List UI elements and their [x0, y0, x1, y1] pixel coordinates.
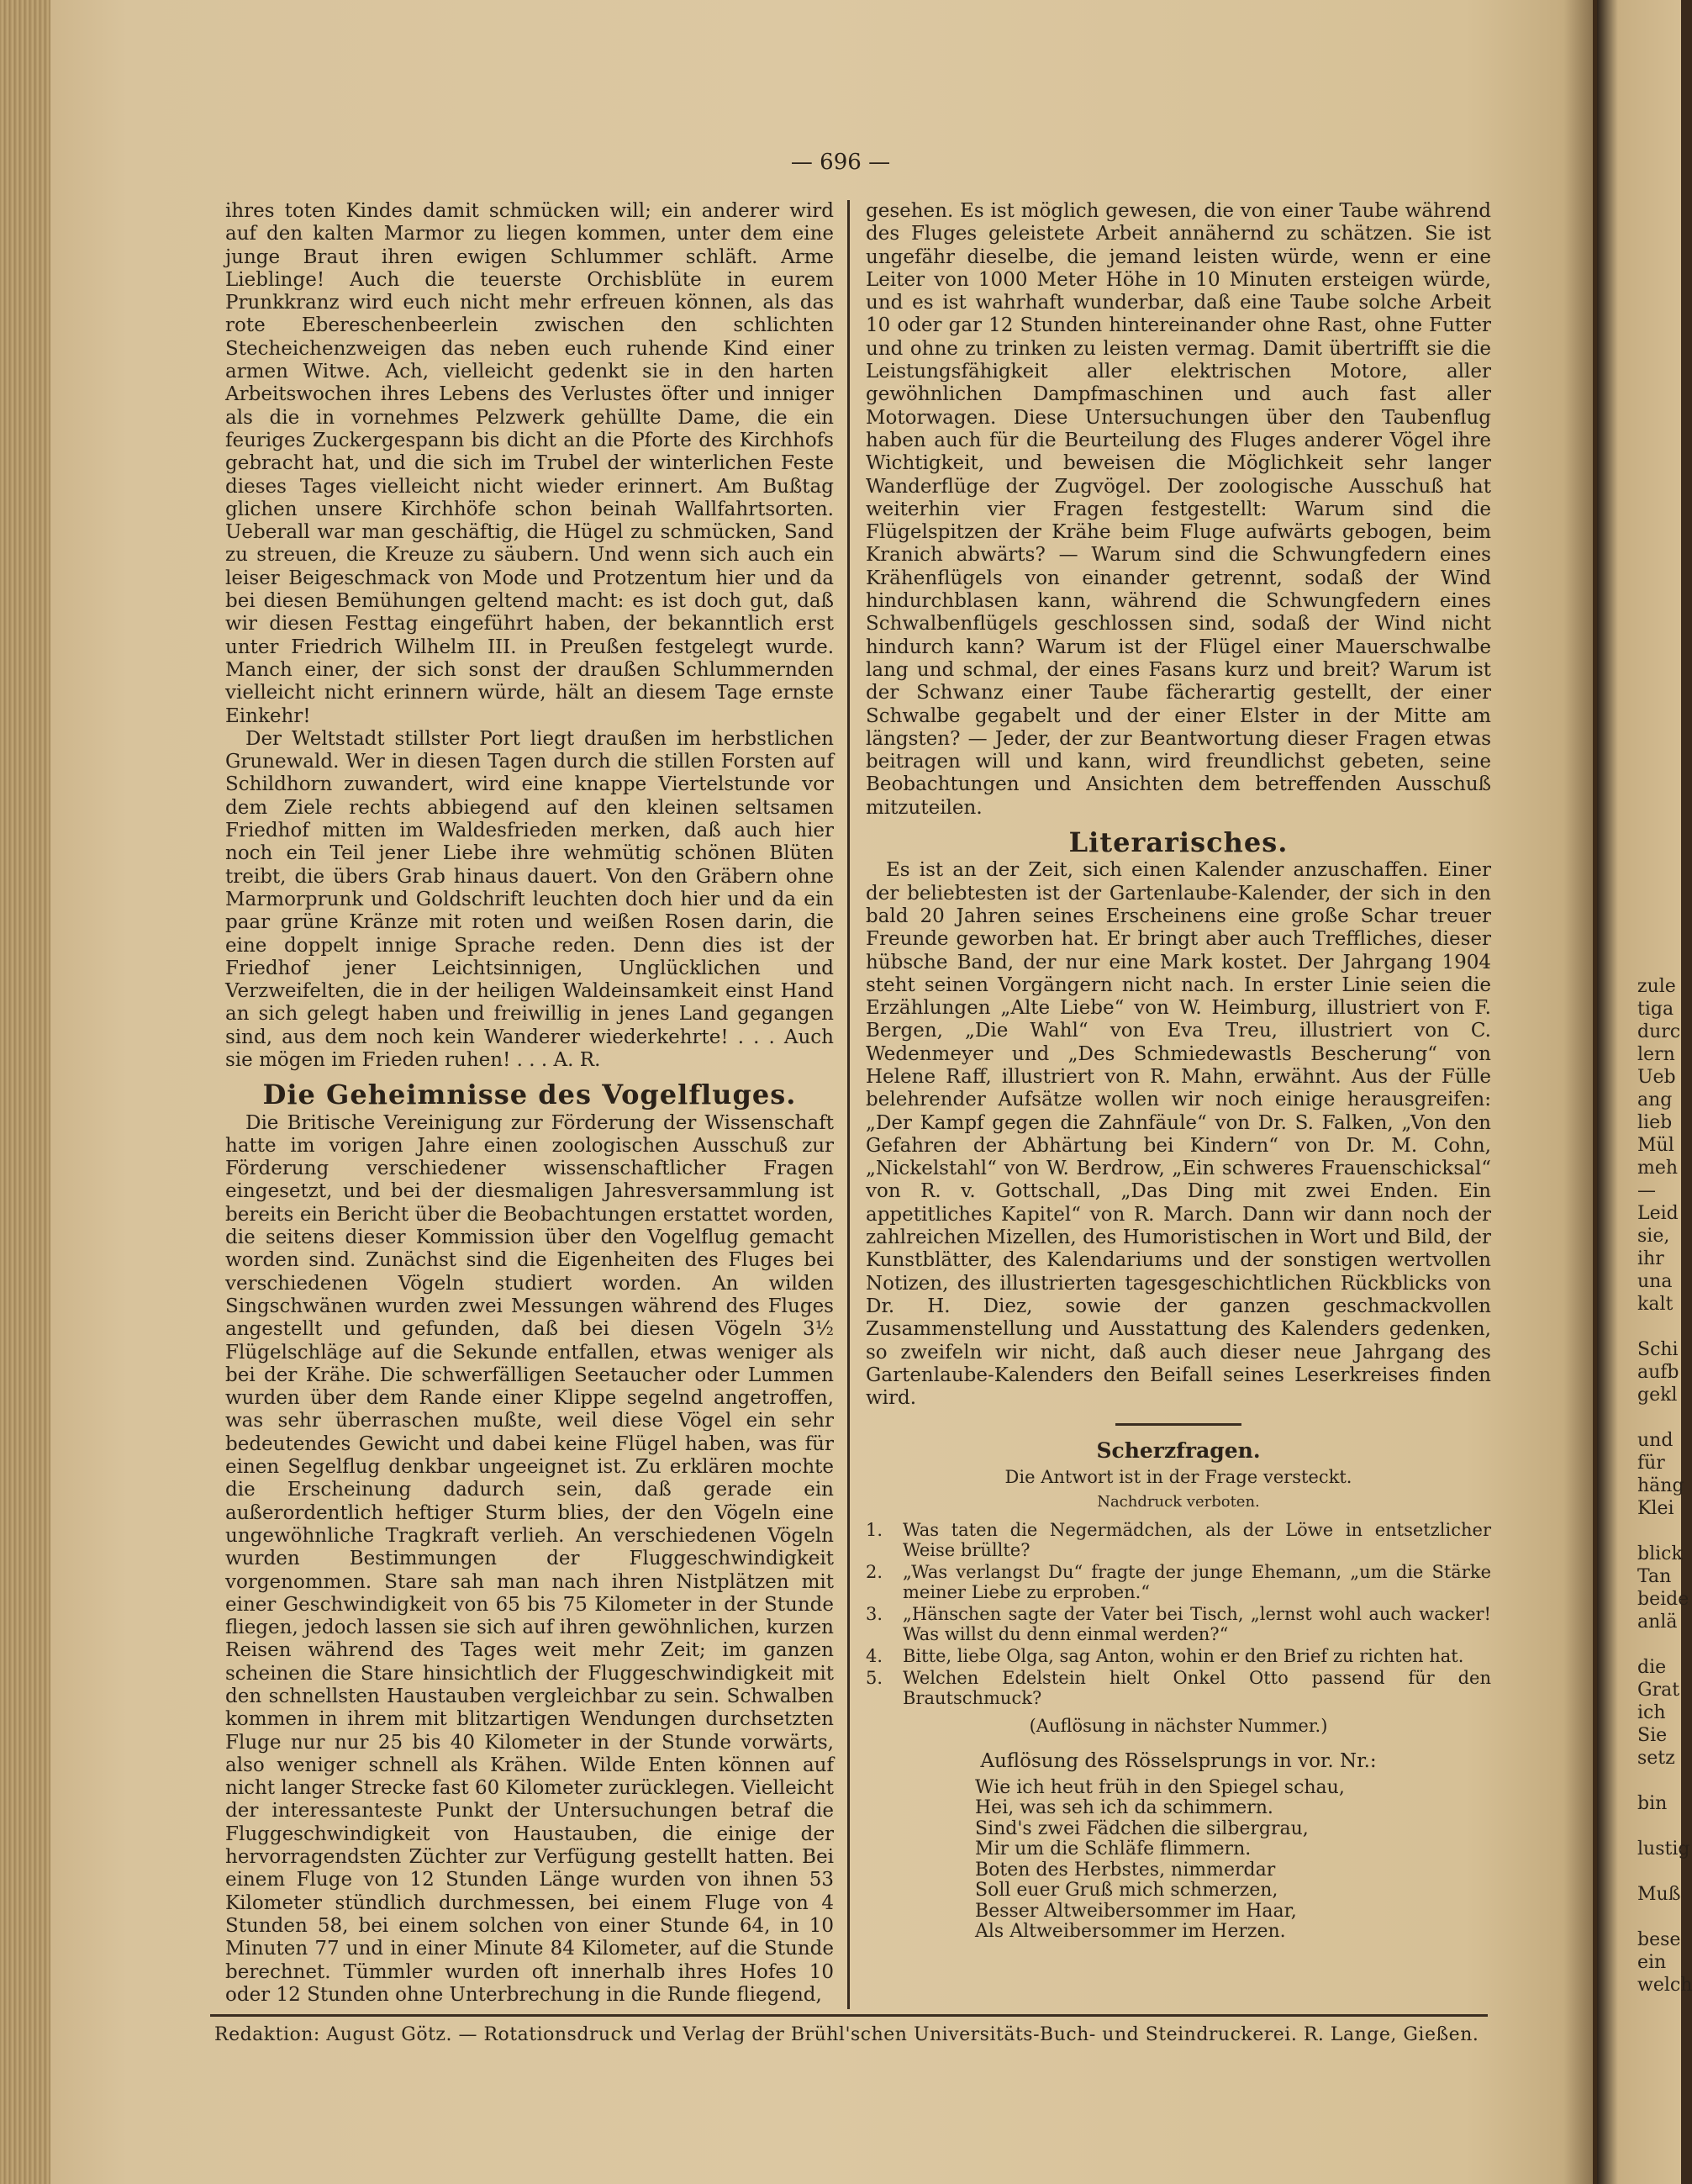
next-page-fragment: lieb [1637, 1112, 1673, 1133]
next-page-fragment: Leid [1637, 1203, 1679, 1224]
list-item: 4. Bitte, liebe Olga, sag Anton, wohin er den Brief zu richten hat. [866, 1646, 1464, 1667]
column-divider [847, 200, 850, 2009]
verse-line: Sind's zwei Fädchen die silbergrau, [975, 1817, 1309, 1839]
page-binding-edge [0, 0, 50, 2184]
next-page-fragment: Sie [1637, 1725, 1668, 1746]
next-page-fragment: und [1637, 1430, 1674, 1451]
article-paragraph: Die Britische Vereinigung zur Förderung der Wissenschaft hatte im vorigen Jahre einen zoologischen Ausschuß zur Förderung verschiedener wissenschaftlicher Fragen eingesetzt, und bei der diesmaligen Jahresversammlung ist bereits ein Bericht über die Beobachtungen erstattet worden, die seitens dieser Kommission über den Vogelflug gemacht worden sind. Zunächst sind die Eigenheiten des Fluges bei verschiedenen Vögeln studiert worden. An wilden Singschwänen wurden zwei Messungen während des Fluges angestellt und gefunden, daß bei diesen Vögeln 3½ Flügelschläge auf die Sekunde entfallen, etwas weniger als bei der Krähe. Die schwerfälligen Seetaucher oder Lummen wurden über dem Rande einer Klippe segelnd angetroffen, was sehr überraschen mußte, weil diese Vögel ein sehr bedeutendes Gewicht und dabei keine Flügel haben, was für einen Segelflug denkbar ungeeignet ist. Zu erklären mochte die Erscheinung dadurch sein, daß gerade ein außerordentlich heftiger Sturm blies, der den Vögeln eine ungewöhnliche Tragkraft verlieh. An verschiedenen Vögeln wurden Bestimmungen der Fluggeschwindigkeit vorgenommen. Stare sah man nach ihren Nistplätzen mit einer Geschwindigkeit von 65 bis 75 Kilometer in der Stunde fliegen, jedoch lassen sie sich auf ihren gewöhnlichen, kurzen Reisen während des Tages weit mehr Zeit; im ganzen scheinen die Stare hinsichtlich der Fluggeschwindigkeit mit den schnellsten Haustauben vergleichbar zu sein. Schwalben kommen in ihrem mit blitzartigen Wendungen durchsetzten Fluge nur nur 25 bis 40 Kilometer in der Stunde vorwärts, also weniger schnell als Krähen. Wilde Enten können auf nicht langer Strecke fast 60 Kilometer zurücklegen. Vielleicht der interessanteste Punkt der Untersuchungen betraf die Fluggeschwindigkeit von Haustauben, die einige der hervorragendsten Züchter zur Verfügung gestellt hatten. Bei einem Fluge von 12 Stunden Länge wurden von ihnen 53 Kilometer stündlich durchmessen, bei einem Fluge von 4 Stunden 58, bei einem solchen von einer Stunde 64, in 10 Minuten 77 und in einer Minute 84 Kilometer, auf die Stunde berechnet. Tümmler wurden oft innerhalb ihres Hofes 10 oder 12 Stunden ohne Unterbrechung in die Runde fliegend, [225, 1111, 834, 2006]
next-page-fragment: ihr [1637, 1248, 1664, 1269]
next-page-fragment: Grat [1637, 1680, 1680, 1701]
literary-paragraph: Es ist an der Zeit, sich einen Kalender anzuschaffen. Einer der beliebtesten ist der Gartenlaube-Kalender, der sich in den bald 20 Jahren seines Erscheinens eine große Schar treuer Freunde geworben hat. Er bringt aber auch Treffliches, dieser hübsche Band, der nur eine Mark kostet. Der Jahrgang 1904 steht seinen Vorgängern nicht nach. In erster Linie seien die Erzählungen „Alte Liebe“ von W. Heimburg, illustriert von F. Bergen, „Die Wahl“ von Eva Treu, illustriert von C. Wedenmeyer und „Des Schmiedewastls Bescherung“ von Helene Raff, illustriert von R. Mahn, erwähnt. Aus der Fülle belehrender Aufsätze wollen wir noch einige herausgreifen: „Der Kampf gegen die Zahnfäule“ von Dr. S. Falken, „Von den Gefahren der Abhärtung bei Kindern“ von Dr. M. Cohn, „Nickelstahl“ von W. Berdrow, „Ein schweres Frauenschicksal“ von R. v. Gottschall, „Das Ding mit zwei Enden. Ein appetitliches Kapitel“ von R. March. Dann wir dann noch der zahlreichen Mizellen, des Humoristischen in Wort und Bild, der Kunstblätter, des Kalendariums und der sonstigen wertvollen Notizen, des illustrierten tagesgeschichtlichen Rückblicks von Dr. H. Diez, sowie der ganzen geschmackvollen Zusammenstellung und Ausstattung des Kalenders gedenken, so zweifeln wir nicht, daß auch dieser neue Jahrgang des Gartenlaube-Kalenders den Beifall seines Leserkreises finden wird. [866, 859, 1491, 1410]
next-page-fragment [1637, 1815, 1688, 1838]
next-page-fragment: bese [1637, 1929, 1681, 1950]
next-page-fragment: — [1637, 1180, 1656, 1201]
next-page-fragment: Muß [1637, 1884, 1681, 1905]
next-page-fragment: für [1637, 1453, 1665, 1474]
article-paragraph: Der Weltstadt stillster Port liegt draußen im herbstlichen Grunewald. Wer in diesen Tagen durch die stillen Forsten auf Schildhorn zuwandert, wird eine knappe Viertelstunde vor dem Ziele rechts abbiegend auf den kleinen seltsamen Friedhof mitten im Waldesfrieden merken, daß auch hier noch ein Teil jener Liebe ihre wehmütig schönen Blüten treibt, die übers Grab hinaus dauert. Von den Gräbern ohne Marmorprunk und Goldschrift leuchten doch hier und da ein paar grüne Kränze mit roten und weißen Rosen darin, die eine doppelt innige Sprache reden. Denn dies ist der Friedhof jener Leichtsinnigen, Unglücklichen und Verzweifelten, die in der heiligen Waldeinsamkeit einst Hand an sich gelegt haben und freiwillig in jenes Land gegangen sind, aus dem noch kein Wanderer wiederkehrte! . . . Auch sie mögen im Frieden ruhen! . . . A. R. [225, 727, 834, 1071]
next-page-fragment: tiga [1637, 999, 1674, 1020]
next-page-fragment: blick [1637, 1543, 1683, 1564]
next-page-fragment: aufb [1637, 1362, 1679, 1383]
list-item: 2. „Was verlangst Du“ fragte der junge Ehemann, „um die Stärke meiner Liebe zu erproben.“ [866, 1562, 1491, 1603]
reprint-note: Nachdruck verboten. [1097, 1493, 1260, 1511]
left-column [225, 200, 834, 2009]
verse-line: Wie ich heut früh in den Spiegel schau, [975, 1776, 1345, 1798]
next-page-fragment: häng [1637, 1475, 1684, 1496]
next-page-fragment: ich [1637, 1702, 1666, 1723]
next-page-fragment: meh [1637, 1158, 1679, 1179]
riddles-heading: Scherzfragen. [1096, 1438, 1261, 1464]
next-page-fragment [1637, 1316, 1688, 1338]
next-page-fragment: Ueb [1637, 1067, 1676, 1088]
list-item: 3. „Hänschen sagte der Vater bei Tisch, „lernst wohl auch wacker! Was willst du denn einmal werden?“ [866, 1604, 1491, 1645]
article-continuation-paragraph: ihres toten Kindes damit schmücken will; ein anderer wird auf den kalten Marmor zu liegen kommen, unter dem eine junge Braut ihren ewigen Schlummer schläft. Arme Lieblinge! Auch die teuerste Orchisblüte in eurem Prunkkranz wird euch nicht mehr erfreuen können, als das rote Ebereschenbeerlein zwischen den schlichten Stecheichenzweigen das neben euch ruhende Kind einer armen Witwe. Ach, vielleicht gedenkt sie in den harten Arbeitswochen ihres Lebens des Verlustes öfter und inniger als die in vornehmes Pelzwerk gehüllte Dame, die ein feuriges Zuckergespann bis dicht an die Pforte des Kirchhofs gebracht hat, und die sich im Trubel der winterlichen Feste dieses Tages vielleicht nicht wieder erinnert. Am Bußtag glichen unsere Kirchhöfe schon beinah Wallfahrtsorten. Ueberall war man geschäftig, die Hügel zu schmücken, Sand zu streuen, die Kreuze zu säubern. Und wenn sich auch ein leiser Beigeschmack von Mode und Protzentum hier und da bei diesen Bemühungen geltend macht: es ist doch gut, daß wir diesen Festtag eingeführt haben, der bekanntlich erst unter Friedrich Wilhelm III. in Preußen festgelegt wurde. Manch einer, der sich sonst der draußen Schlummernden vielleicht nicht erinnern würde, hält an diesem Tage ernste Einkehr! [225, 200, 834, 727]
verse-line: Mir um die Schläfe flimmern. [975, 1838, 1252, 1860]
next-page-fragment: Schi [1637, 1339, 1679, 1360]
solution-next-issue-note: (Auflösung in nächster Nummer.) [1029, 1716, 1328, 1737]
next-page-fragment [1637, 1906, 1688, 1928]
riddle-list [866, 1520, 1491, 1708]
next-page-fragment [1637, 1633, 1688, 1656]
next-page-text-fragments [1637, 975, 1692, 1997]
section-heading-literarisches: Literarisches. [1068, 826, 1289, 859]
next-page-fragment: durc [1637, 1021, 1681, 1042]
section-divider [1115, 1423, 1241, 1426]
verse-line: Hei, was seh ich da schimmern. [975, 1797, 1273, 1819]
list-item: 5. Welchen Edelstein hielt Onkel Otto passend für den Brautschmuck? [866, 1668, 1491, 1709]
right-column [866, 200, 1491, 2009]
footer-rule [210, 2014, 1488, 2017]
next-page-fragment: Tan [1637, 1566, 1672, 1587]
next-page-fragment: setz [1637, 1748, 1675, 1769]
next-page-fragment [1637, 1520, 1688, 1543]
article-continuation-paragraph: gesehen. Es ist möglich gewesen, die von einer Taube während des Fluges geleistete Arbeit annähernd zu schätzen. Sie ist ungefähr dieselbe, die jemand leisten würde, wenn er eine Leiter von 1000 Meter Höhe in 10 Minuten ersteigen würde, und es ist wahrhaft wunderbar, daß eine Taube solche Arbeit 10 oder gar 12 Stunden hintereinander ohne Rast, ohne Futter und ohne zu trinken zu leisten vermag. Damit übertrifft sie die Leistungsfähigkeit aller elektrischen Motore, aller gewöhnlichen Dampfmaschinen und auch fast aller Motorwagen. Diese Untersuchungen über den Taubenflug haben auch für die Beurteilung des Fluges anderer Vögel ihre Wichtigkeit, und beweisen die Möglichkeit sehr langer Wanderflüge der Zugvögel. Der zoologische Ausschuß hat weiterhin vier Fragen festgestellt: Warum sind die Flügelspitzen der Krähe beim Fluge aufwärts gebogen, beim Kranich abwärts? — Warum sind die Schwungfedern eines Krähenflügels von einander getrennt, sodaß der Wind hindurchblasen kann, während die Schwungfedern eines Schwalbenflügels geschlossen sind, sodaß der Wind nicht hindurch kann? Warum ist der Flügel einer Mauerschwalbe lang und schmal, der eines Fasans kurz und breit? Warum ist der Schwanz einer Taube fächerartig gestellt, der einer Schwalbe gegabelt und der einer Elster in der Mitte am längsten? — Jeder, der zur Beantwortung dieser Fragen etwas beitragen will und kann, wird freundlichst gebeten, seine Beobachtungen und Ansichten dem betreffenden Ausschuß mitzuteilen. [866, 200, 1491, 819]
next-page-fragment: gekl [1637, 1385, 1678, 1406]
next-page-fragment: sie, [1637, 1226, 1670, 1247]
riddles-intro: Die Antwort ist in der Frage versteckt. [1004, 1466, 1352, 1487]
next-page-fragment: Mül [1637, 1135, 1674, 1156]
page-number: — 696 — [790, 150, 891, 175]
next-page-fragment: ein [1637, 1952, 1667, 1973]
imprint-footer: Redaktion: August Götz. — Rotationsdruck und Verlag der Brühl'schen Universitäts-Buch- und Steindruckerei. R. Lange, Gießen. [214, 2024, 1479, 2045]
next-page-fragment: welch [1637, 1975, 1692, 1996]
poem-verse [975, 1778, 1491, 1943]
solution-heading: Auflösung des Rösselsprungs in vor. Nr.: [980, 1749, 1377, 1772]
next-page-fragment: una [1637, 1271, 1673, 1292]
next-page-fragment: kalt [1637, 1294, 1674, 1315]
next-page-fragment: anlä [1637, 1612, 1678, 1633]
next-page-fragment: ang [1637, 1089, 1673, 1110]
next-page-fragment [1637, 1770, 1688, 1792]
next-page-fragment [1637, 1860, 1688, 1883]
next-page-fragment: Klei [1637, 1498, 1674, 1519]
verse-line: Besser Altweibersommer im Haar, [975, 1900, 1297, 1922]
next-page-fragment: bin [1637, 1793, 1668, 1814]
verse-line: Als Altweibersommer im Herzen. [975, 1921, 1286, 1943]
list-item: 1. Was taten die Negermädchen, als der Löwe in entsetzlicher Weise brüllte? [866, 1520, 1491, 1561]
next-page-fragment [1637, 1406, 1688, 1429]
article-heading-vogelflug: Die Geheimnisse des Vogelfluges. [262, 1079, 797, 1111]
verse-line: Soll euer Gruß mich schmerzen, [975, 1880, 1278, 1902]
next-page-fragment: zule [1637, 976, 1676, 997]
next-page-fragment: beide [1637, 1589, 1689, 1610]
gutter-shadow [1563, 0, 1597, 2184]
next-page-fragment: die [1637, 1657, 1667, 1678]
next-page-edge [1597, 0, 1692, 2184]
next-page-fragment: lern [1637, 1044, 1675, 1065]
verse-line: Boten des Herbstes, nimmerdar [975, 1859, 1276, 1881]
next-page-fragment: lustig [1637, 1838, 1690, 1860]
